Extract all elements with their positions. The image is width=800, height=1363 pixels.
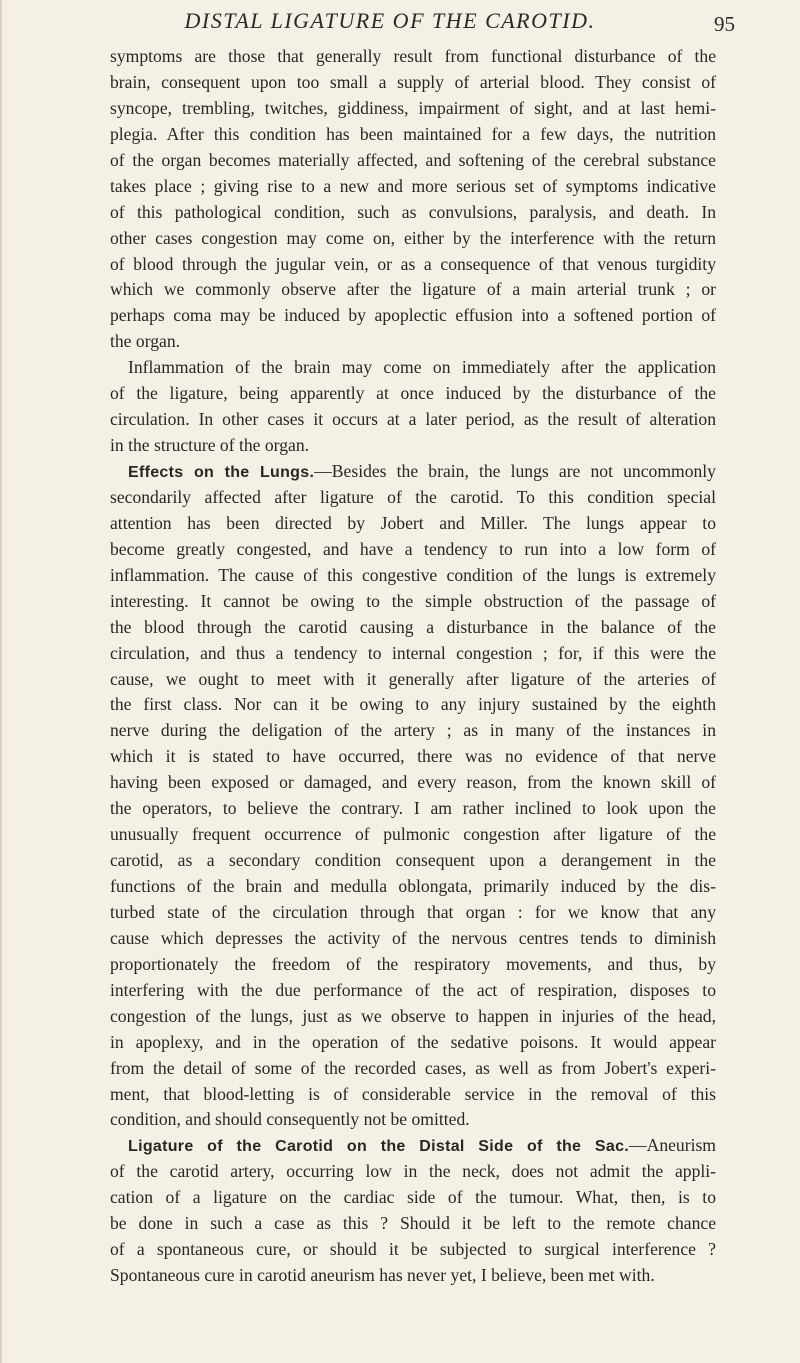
text-line: interfering with the due performance of the act of respiration, disposes to bbox=[110, 979, 716, 1000]
text-line: functions of the brain and medulla oblongata, primarily induced by the dis- bbox=[110, 876, 716, 896]
text-line: brain, consequent upon too small a supply of arterial blood. They consist of bbox=[110, 71, 716, 92]
text-line: become greatly congested, and have a tendency to run into a low form of bbox=[110, 538, 716, 559]
text-line: turbed state of the circulation through that organ : for we know that any bbox=[110, 901, 716, 922]
text-line: of the organ becomes materially affected, and softening of the cerebral substance bbox=[110, 149, 716, 170]
paragraph-distal-ligature bbox=[110, 1133, 716, 1289]
text-line: congestion of the lungs, just as we observe to happen in injuries of the head, bbox=[110, 1005, 716, 1026]
text-line bbox=[110, 1133, 716, 1159]
text-line: syncope, trembling, twitches, giddiness, impairment of sight, and at last hemi- bbox=[110, 97, 716, 118]
text-line: cation of a ligature on the cardiac side of the tumour. What, then, is to bbox=[110, 1187, 716, 1208]
text-line: cause which depresses the activity of the nervous centres tends to diminish bbox=[110, 927, 716, 948]
text-line: having been exposed or damaged, and every reason, from the known skill of bbox=[110, 772, 716, 793]
text-line: other cases congestion may come on, either by the interference with the return bbox=[110, 227, 716, 248]
text-line: unusually frequent occurrence of pulmonic congestion after ligature of the bbox=[110, 824, 716, 845]
text-line: circulation, and thus a tendency to internal congestion ; for, if this were the bbox=[110, 642, 716, 663]
body-text bbox=[110, 44, 716, 1289]
section-heading: Effects on the Lungs. bbox=[128, 464, 315, 481]
paragraph-1 bbox=[110, 44, 716, 355]
text-line: be done in such a case as this ? Should it be left to the remote chance bbox=[110, 1213, 716, 1234]
text-line: attention has been directed by Jobert and Miller. The lungs appear to bbox=[110, 512, 716, 533]
page-edge bbox=[0, 0, 3, 1363]
text-line: of blood through the jugular vein, or as a consequence of that venous turgidity bbox=[110, 253, 716, 274]
text-line: the first class. Nor can it be owing to any injury sustained by the eighth bbox=[110, 694, 716, 715]
text-line: cause, we ought to meet with it generally after ligature of the arteries of bbox=[110, 668, 716, 689]
text-line: which we commonly observe after the ligature of a main arterial trunk ; or bbox=[110, 279, 716, 300]
page-number: 95 bbox=[714, 12, 735, 36]
text-line: the organ. bbox=[110, 331, 181, 352]
text-line: of a spontaneous cure, or should it be subjected to surgical interference ? bbox=[110, 1239, 716, 1260]
text-line: from the detail of some of the recorded cases, as well as from Jobert's experi- bbox=[110, 1057, 716, 1078]
text-line: proportionately the freedom of the respiratory movements, and thus, by bbox=[110, 953, 716, 974]
text-line: the blood through the carotid causing a disturbance in the balance of the bbox=[110, 616, 716, 637]
text-line: symptoms are those that generally result from functional disturbance of the bbox=[110, 46, 716, 66]
text-line: interesting. It cannot be owing to the simple obstruction of the passage of bbox=[110, 590, 716, 611]
text-line: secondarily affected after ligature of the carotid. To this condition special bbox=[110, 486, 716, 507]
text-run: —Besides the brain, the lungs are not uncommonly bbox=[314, 461, 716, 481]
paragraph-effects-on-lungs bbox=[110, 459, 716, 1133]
text-line: of the carotid artery, occurring low in the neck, does not admit the appli- bbox=[110, 1161, 716, 1182]
text-line: of this pathological condition, such as convulsions, paralysis, and death. In bbox=[110, 201, 716, 222]
text-line: nerve during the deligation of the artery ; as in many of the instances in bbox=[110, 720, 716, 741]
text-line bbox=[110, 459, 716, 485]
text-line: circulation. In other cases it occurs at a later period, as the result of alteration bbox=[110, 409, 716, 430]
text-line: plegia. After this condition has been maintained for a few days, the nutrition bbox=[110, 123, 716, 144]
text-line: in the structure of the organ. bbox=[110, 435, 310, 456]
text-line: Inflammation of the brain may come on immediately after the application bbox=[128, 357, 716, 378]
running-head: DISTAL LIGATURE OF THE CAROTID. bbox=[184, 8, 596, 33]
text-line: carotid, as a secondary condition consequent upon a derangement in the bbox=[110, 850, 716, 871]
text-line: in apoplexy, and in the operation of the sedative poisons. It would appear bbox=[110, 1031, 716, 1052]
text-line: perhaps coma may be induced by apoplectic effusion into a softened portion of bbox=[110, 305, 716, 326]
text-run: —Aneurism bbox=[629, 1135, 716, 1156]
text-line: ment, that blood-letting is of considerable service in the removal of this bbox=[110, 1083, 716, 1104]
text-line: Spontaneous cure in carotid aneurism has never yet, I believe, been met with. bbox=[110, 1265, 655, 1286]
section-heading: Ligature of the Carotid on the Distal Side of the Sac. bbox=[128, 1138, 630, 1156]
text-line: of the ligature, being apparently at once induced by the disturbance of the bbox=[110, 383, 716, 404]
text-line: the operators, to believe the contrary. I am rather inclined to look upon the bbox=[110, 798, 716, 819]
text-line: inflammation. The cause of this congestive condition of the lungs is extremely bbox=[110, 564, 716, 585]
text-line: takes place ; giving rise to a new and more serious set of symptoms indicative bbox=[110, 175, 716, 196]
text-line: which it is stated to have occurred, there was no evidence of that nerve bbox=[110, 746, 716, 767]
text-line: condition, and should consequently not be omitted. bbox=[110, 1109, 470, 1130]
paragraph-2 bbox=[110, 355, 716, 459]
